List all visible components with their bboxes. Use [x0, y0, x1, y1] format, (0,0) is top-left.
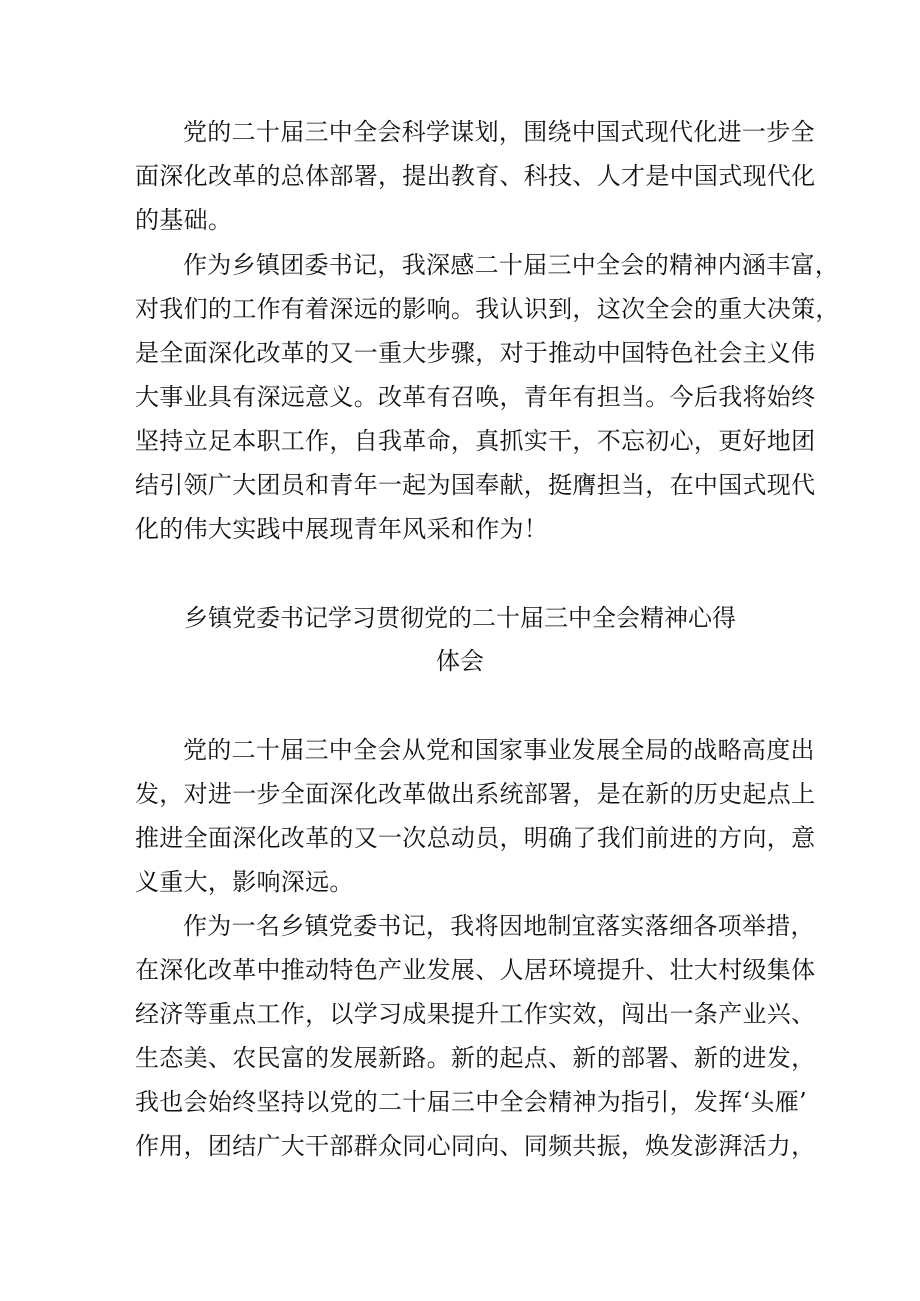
paragraph-line: 坚持立足本职工作，自我革命，真抓实干，不忘初心，更好地团 — [135, 427, 816, 455]
paragraph-line: 推进全面深化改革的又一次总动员，明确了我们前进的方向，意 — [135, 824, 816, 852]
paragraph-line: 发，对进一步全面深化改革做出系统部署，是在新的历史起点上 — [135, 780, 816, 808]
paragraph-line: 结引领广大团员和青年一起为国奉献，挺膺担当，在中国式现代 — [135, 471, 816, 499]
paragraph-line: 是全面深化改革的又一重大步骤，对于推动中国特色社会主义伟 — [135, 339, 816, 367]
paragraph-line: 作为一名乡镇党委书记，我将因地制宜落实落细各项举措， — [183, 912, 815, 940]
paragraph-line: 我也会始终坚持以党的二十届三中全会精神为指引，发挥‘头雁’ — [135, 1088, 807, 1116]
section-title: 体会 — [436, 647, 484, 675]
paragraph-line: 党的二十届三中全会科学谋划，围绕中国式现代化进一步全 — [183, 118, 815, 146]
paragraph-line: 作用，团结广大干部群众同心同向、同频共振，焕发澎湃活力， — [135, 1132, 816, 1160]
paragraph-line: 大事业具有深远意义。改革有召唤，青年有担当。今后我将始终 — [135, 383, 816, 411]
paragraph-line: 义重大，影响深远。 — [135, 868, 354, 896]
paragraph-line: 的基础。 — [135, 206, 233, 234]
paragraph-line: 面深化改革的总体部署，提出教育、科技、人才是中国式现代化 — [135, 162, 816, 190]
paragraph-line: 作为乡镇团委书记，我深感二十届三中全会的精神内涵丰富， — [183, 251, 840, 279]
section-title: 乡镇党委书记学习贯彻党的二十届三中全会精神心得 — [184, 604, 736, 632]
paragraph-line: 生态美、农民富的发展新路。新的起点、新的部署、新的进发， — [135, 1044, 816, 1072]
paragraph-line: 在深化改革中推动特色产业发展、人居环境提升、壮大村级集体 — [135, 956, 816, 984]
paragraph-line: 经济等重点工作，以学习成果提升工作实效，闯出一条产业兴、 — [135, 1000, 816, 1028]
paragraph-line: 化的伟大实践中展现青年风采和作为！ — [135, 515, 549, 543]
paragraph-line: 党的二十届三中全会从党和国家事业发展全局的战略高度出 — [183, 736, 815, 764]
paragraph-line: 对我们的工作有着深远的影响。我认识到，这次全会的重大决策， — [135, 295, 840, 323]
